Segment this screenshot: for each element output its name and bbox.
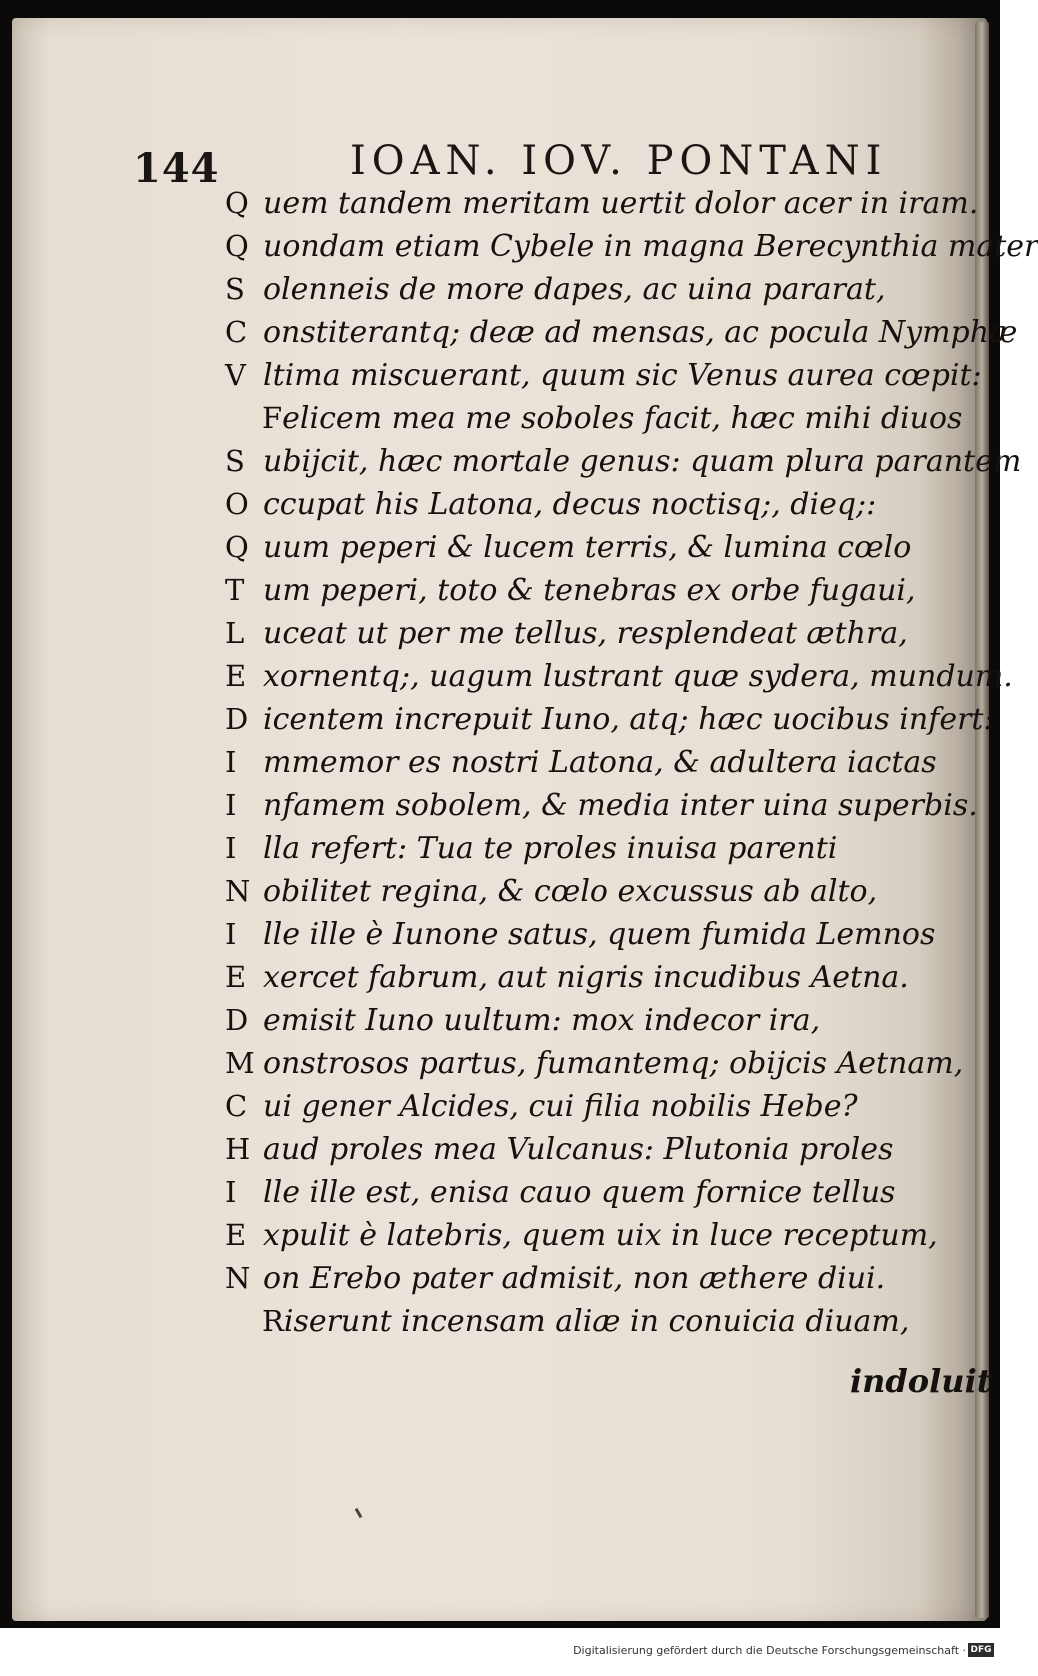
verse-initial: E (225, 659, 247, 693)
verse-line (225, 1218, 955, 1264)
verse-initial: E (225, 960, 247, 994)
verse-text: ui gener Alcides, cui filia nobilis Hebe? (263, 1089, 858, 1124)
verse-text: ccupat his Latona, decus noctisq;, dieq;: (263, 487, 877, 522)
verse-text: ubijcit, hæc mortale genus: quam plura parantem (263, 444, 1022, 479)
verse-initial: I (225, 788, 237, 822)
verse-text: xpulit è latebris, quem uix in luce receptum, (263, 1218, 938, 1253)
verse-line (225, 1261, 955, 1307)
verse-line (225, 487, 955, 533)
verse-text: nfamem sobolem, & media inter uina superbis. (263, 788, 978, 823)
verse-line (225, 1046, 964, 1092)
verse-text: xornentq;, uagum lustrant quæ sydera, mundum. (263, 659, 1013, 694)
verse-line (225, 917, 955, 963)
verse-initial: V (225, 358, 246, 392)
verse-text: lle ille è Iunone satus, quem fumida Lemnos (263, 917, 936, 952)
verse-text: lle ille est, enisa cauo quem fornice tellus (263, 1175, 896, 1210)
verse-line (225, 1003, 955, 1049)
verse-initial: N (225, 1261, 251, 1295)
verse-line (225, 1089, 955, 1135)
verse-initial: I (225, 1175, 237, 1209)
verse-line (225, 874, 955, 920)
verse-text: emisit Iuno uultum: mox indecor ira, (263, 1003, 821, 1038)
verse-text: olenneis de more dapes, ac uina pararat, (263, 272, 886, 307)
verse-text: icentem increpuit Iuno, atq; hæc uocibus infert: (263, 702, 994, 737)
verse-text: iserunt incensam aliæ in conuicia diuam, (283, 1304, 910, 1339)
verse-text: ltima miscuerant, quum sic Venus aurea cœpit: (263, 358, 982, 393)
verse-line (225, 788, 978, 834)
verse-line (225, 530, 955, 576)
verse-line (225, 831, 955, 877)
verse-initial: I (225, 917, 237, 951)
footer-credit: Digitalisierung gefördert durch die Deutsche Forschungsgemeinschaft · (573, 1644, 966, 1657)
verse-line (225, 1132, 955, 1178)
verse-initial: T (225, 573, 245, 607)
digitization-footer (0, 1632, 1000, 1672)
verse-initial: S (225, 272, 245, 306)
verse-initial: D (225, 1003, 249, 1037)
verse-initial: M (225, 1046, 255, 1080)
verse-line (225, 702, 994, 748)
verse-line (225, 444, 1022, 490)
verse-text: on Erebo pater admisit, non æthere diui. (263, 1261, 886, 1296)
verse-text: onstrosos partus, fumantemq; obijcis Aetnam, (263, 1046, 964, 1081)
verse-line (225, 659, 1013, 705)
verse-line (225, 229, 1038, 275)
verse-text: aud proles mea Vulcanus: Plutonia proles (263, 1132, 894, 1167)
verse-line (225, 1175, 955, 1221)
verse-line (225, 573, 955, 619)
verse-line (225, 358, 982, 404)
verse-initial: C (225, 315, 248, 349)
verse-text: uum peperi & lucem terris, & lumina cœlo (263, 530, 912, 565)
verse-text: onstiterantq; deæ ad mensas, ac pocula Nymphæ (263, 315, 1018, 350)
verse-text: mmemor es nostri Latona, & adultera iactas (263, 745, 937, 780)
verse-initial: N (225, 874, 251, 908)
verse-initial: I (225, 745, 237, 779)
verse-line (262, 1304, 992, 1350)
verse-text: lla refert: Tua te proles inuisa parenti (263, 831, 838, 866)
verse-initial: D (225, 702, 249, 736)
page-number: 144 (133, 145, 220, 192)
verse-line (225, 315, 1018, 361)
verse-initial: O (225, 487, 249, 521)
verse-initial: E (225, 1218, 247, 1252)
verse-initial: I (225, 831, 237, 865)
verse-text: uondam etiam Cybele in magna Berecynthia mater (263, 229, 1038, 264)
verse-line (225, 272, 955, 318)
verse-initial: Q (225, 229, 249, 263)
dfg-logo: DFG (968, 1643, 994, 1657)
verse-initial: L (225, 616, 245, 650)
verse-line (225, 745, 955, 791)
verse-initial: Q (225, 530, 249, 564)
verse-text: xercet fabrum, aut nigris incudibus Aetna. (263, 960, 909, 995)
verse-initial: F (262, 401, 283, 435)
verse-text: uceat ut per me tellus, resplendeat æthra, (263, 616, 908, 651)
verse-line (225, 960, 955, 1006)
running-head: IOAN. IOV. PONTANI (350, 138, 888, 184)
verse-initial: Q (225, 186, 249, 220)
verse-line (225, 616, 955, 662)
verse-initial: H (225, 1132, 251, 1166)
verse-initial: S (225, 444, 245, 478)
verse-text: obilitet regina, & cœlo excussus ab alto, (263, 874, 878, 909)
verse-initial: C (225, 1089, 248, 1123)
catchword: indoluit (850, 1362, 992, 1400)
verse-text: um peperi, toto & tenebras ex orbe fugaui, (263, 573, 916, 608)
verse-text: elicem mea me soboles facit, hæc mihi diuos (282, 401, 963, 436)
verse-text: uem tandem meritam uertit dolor acer in iram. (263, 186, 979, 221)
verse-line (225, 186, 979, 232)
verse-line (262, 401, 992, 447)
verse-initial: R (262, 1304, 284, 1338)
